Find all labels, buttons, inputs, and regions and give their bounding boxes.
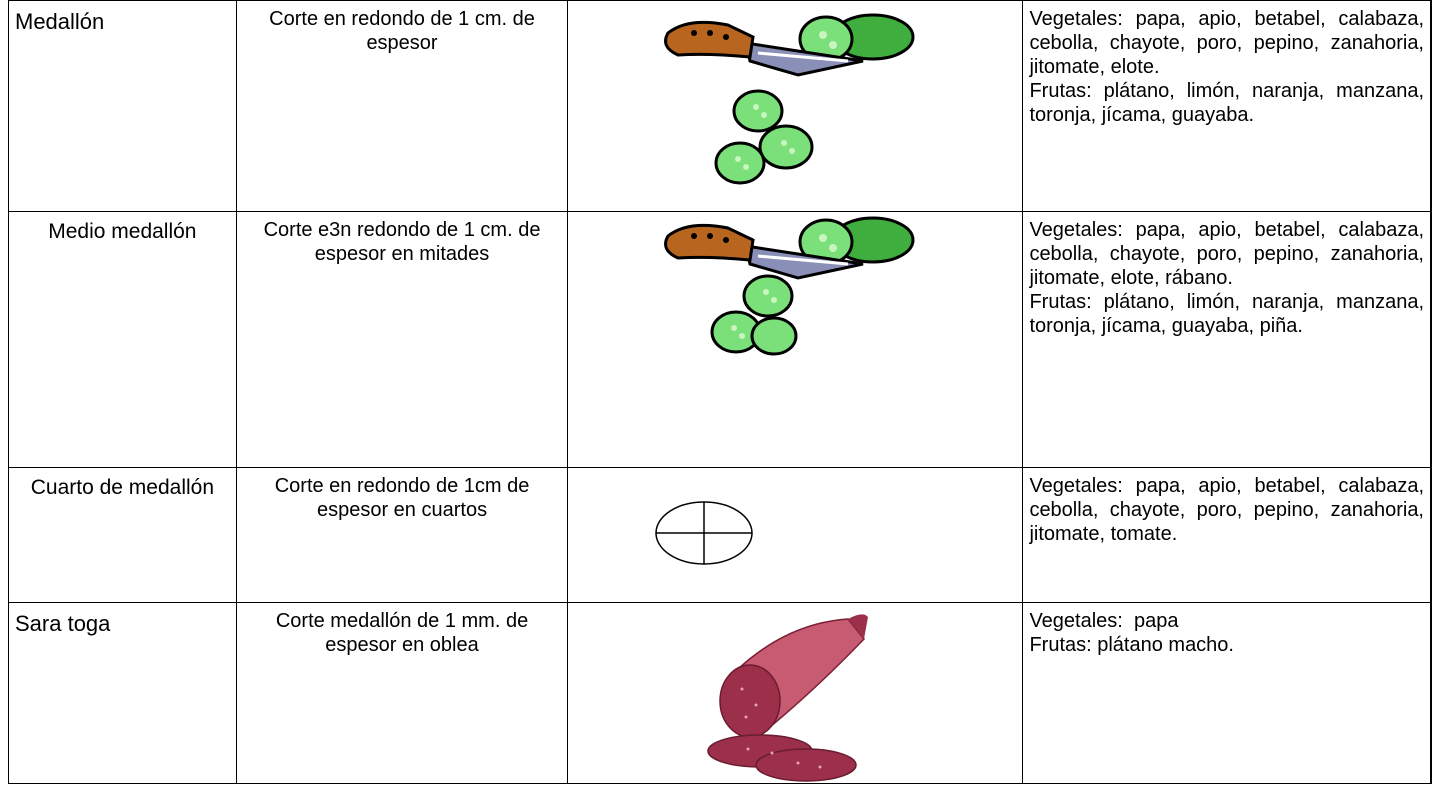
illustration-cell [568,212,1023,468]
salami-slices-icon [698,609,888,785]
fruits-text: Frutas: plátano, limón, naranja, manzana, toronja, jícama, guayaba, piña. [1029,291,1424,337]
cut-name-cell [9,212,237,468]
uses-text [1023,212,1430,338]
fruits-text: Frutas: plátano macho. [1029,634,1234,656]
vegetables-text: Vegetales: papa, apio, betabel, calabaza, cebolla, chayote, poro, pepino, zanahoria, jitomate, elote. [1029,8,1424,78]
illustration-cell [568,603,1023,784]
illustration-cell [568,1,1023,212]
cut-name-cell [9,468,237,603]
cut-description-cell [236,468,568,603]
table-row [9,212,1432,468]
table-row [9,603,1432,784]
illustration-cell [568,468,1023,603]
uses-cell [1023,1,1431,212]
vegetables-text: Vegetales: papa, apio, betabel, calabaza, cebolla, chayote, poro, pepino, zanahoria, jitomate, elote, rábano. [1029,219,1424,289]
cut-description: Corte e3n redondo de 1 cm. de espesor en mitades [263,219,541,265]
vegetables-text: Vegetales: papa [1029,610,1179,632]
uses-text [1023,468,1430,546]
cut-name-cell [9,603,237,784]
uses-cell [1023,212,1431,468]
knife-cucumber-icon [658,9,918,199]
vegetables-text: Vegetales: papa, apio, betabel, calabaza, cebolla, chayote, poro, pepino, zanahoria, jitomate, tomate. [1029,475,1424,545]
uses-text [1023,1,1430,127]
table-row [9,1,1432,212]
cut-description: Corte medallón de 1 mm. de espesor en oblea [275,610,529,656]
cut-description: Corte en redondo de 1 cm. de espesor [269,8,535,54]
cut-description: Corte en redondo de 1cm de espesor en cuartos [274,475,530,521]
cuts-table [8,0,1432,784]
cut-description-cell [236,603,568,784]
cut-description-cell [236,212,568,468]
cut-name: Medallón [15,9,105,34]
cut-description-cell [236,1,568,212]
cut-name: Cuarto de medallón [30,476,215,499]
uses-cell [1023,468,1431,603]
cut-name: Sara toga [15,611,111,636]
cut-name: Medio medallón [48,220,197,243]
knife-cucumber-icon [658,212,918,372]
cut-name-cell [9,1,237,212]
table-row [9,468,1432,603]
uses-cell [1023,603,1431,784]
fruits-text: Frutas: plátano, limón, naranja, manzana, toronja, jícama, guayaba. [1029,80,1424,126]
quartered-circle-icon [654,500,754,566]
uses-text [1023,603,1430,657]
